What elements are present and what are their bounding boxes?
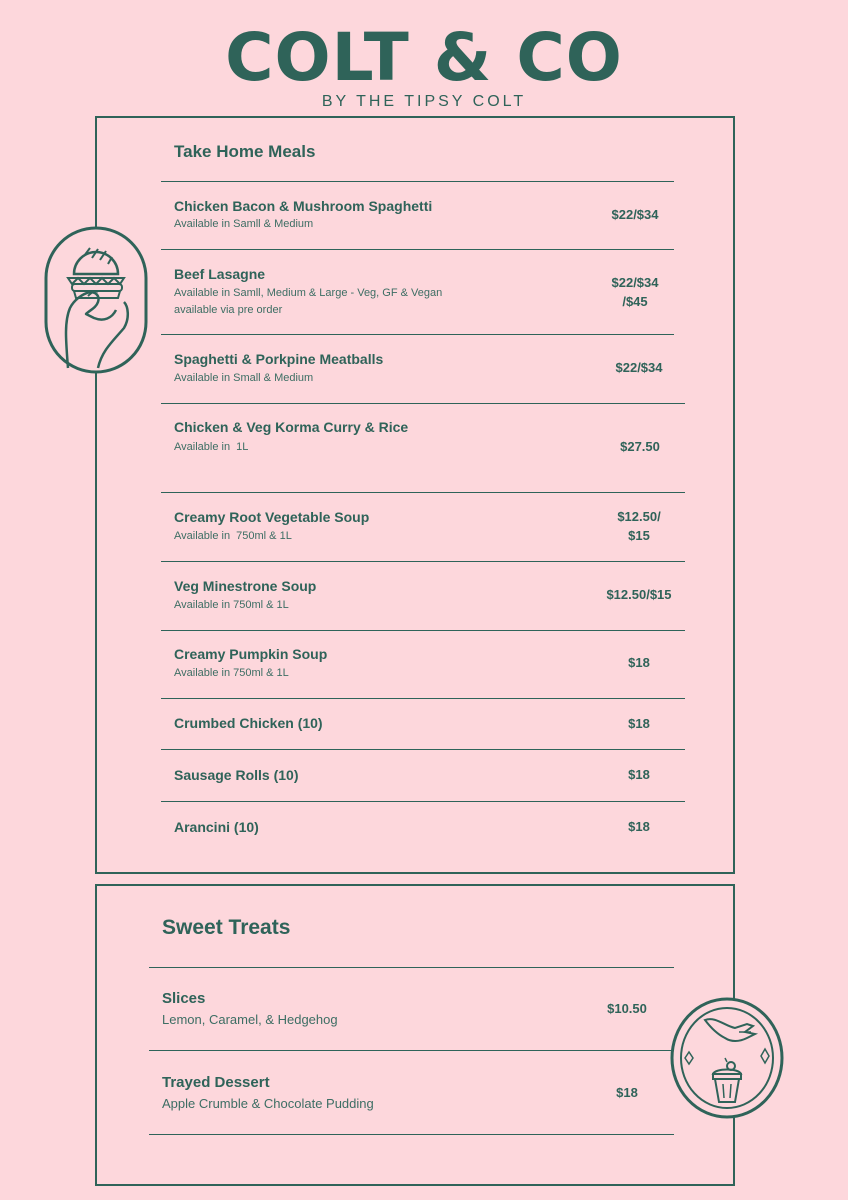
item-name: Sausage Rolls (10)	[174, 767, 299, 783]
item-price: $15	[628, 528, 650, 543]
item-name: Trayed Dessert	[162, 1074, 270, 1091]
item-price: $18	[628, 716, 650, 731]
divider	[149, 967, 674, 968]
divider	[161, 334, 674, 335]
item-desc: Available in Small & Medium	[174, 372, 314, 384]
brand-subtitle: BY THE TIPSY COLT	[321, 93, 527, 110]
item-desc: Available in 750ml & 1L	[174, 530, 292, 542]
item-name: Spaghetti & Porkpine Meatballs	[174, 351, 384, 367]
item-price: $22/$34	[615, 360, 663, 375]
take-home-title: Take Home Meals	[174, 142, 316, 161]
item-price: $22/$34	[611, 207, 659, 222]
item-desc: Apple Crumble & Chocolate Pudding	[162, 1096, 374, 1111]
item-price: $27.50	[620, 439, 660, 454]
item-name: Chicken Bacon & Mushroom Spaghetti	[174, 198, 433, 214]
item-price: $18	[628, 767, 650, 782]
item-desc: Available in Samll & Medium	[174, 218, 314, 230]
item-desc: Lemon, Caramel, & Hedgehog	[162, 1012, 338, 1027]
sweet-title: Sweet Treats	[162, 916, 291, 939]
item-name: Creamy Root Vegetable Soup	[174, 509, 370, 525]
divider	[161, 698, 685, 699]
item-price: $22/$34	[611, 275, 659, 290]
item-name: Chicken & Veg Korma Curry & Rice	[174, 419, 409, 435]
divider	[161, 630, 685, 631]
item-desc: Available in 750ml & 1L	[174, 599, 289, 611]
item-name: Creamy Pumpkin Soup	[174, 646, 328, 662]
brand-title: COLT & CO	[225, 19, 623, 96]
divider	[161, 561, 685, 562]
item-desc: Available in 1L	[174, 441, 249, 453]
item-name: Arancini (10)	[174, 819, 259, 835]
divider	[161, 403, 685, 404]
divider	[149, 1050, 674, 1051]
item-price: $18	[628, 655, 650, 670]
item-price: $18	[616, 1085, 638, 1100]
item-price: /$45	[622, 294, 648, 309]
item-price: $12.50/$15	[606, 587, 672, 602]
item-price: $18	[628, 819, 650, 834]
item-desc: Available in 750ml & 1L	[174, 667, 289, 679]
item-name: Beef Lasagne	[174, 266, 266, 282]
item-name: Slices	[162, 990, 206, 1007]
item-price: $12.50/	[617, 509, 661, 524]
divider	[149, 1134, 674, 1135]
item-price: $10.50	[607, 1001, 647, 1016]
divider	[161, 249, 674, 250]
item-name: Veg Minestrone Soup	[174, 578, 317, 594]
burger-hand-icon	[40, 222, 152, 374]
item-desc: Available in Samll, Medium & Large - Veg, GF & Vegan available via pre order	[174, 287, 443, 316]
divider	[161, 492, 685, 493]
divider	[161, 749, 685, 750]
dessert-cup-icon	[669, 996, 785, 1120]
divider	[161, 801, 685, 802]
item-name: Crumbed Chicken (10)	[174, 715, 323, 731]
divider	[161, 181, 674, 182]
